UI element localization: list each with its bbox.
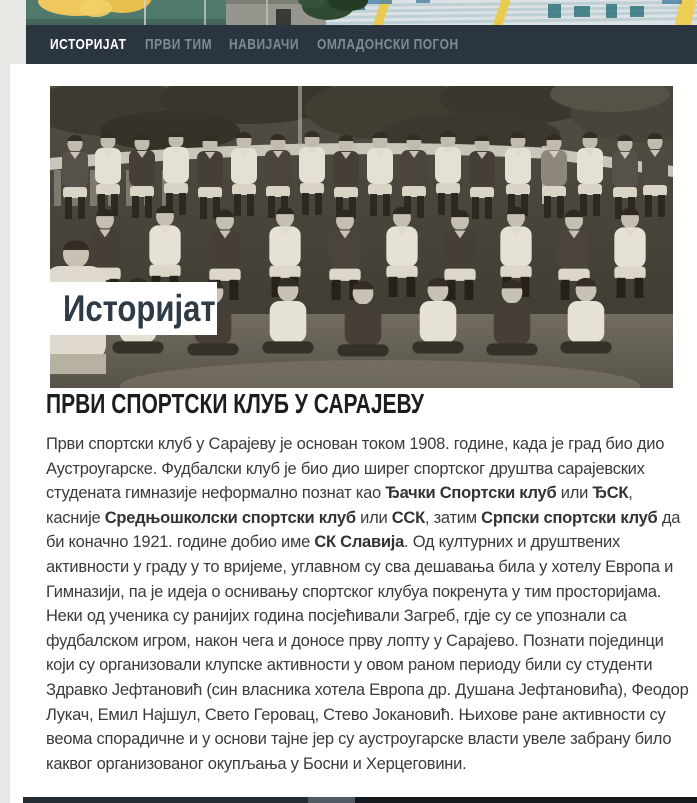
paragraph-bold-text: ЂСК <box>592 484 629 503</box>
paragraph-bold-text: Средњошколски спортски клуб <box>104 508 356 527</box>
paragraph-text: или <box>556 484 593 503</box>
nav-item-4[interactable]: ОМЛАДОНСКИ ПОГОН <box>316 36 459 53</box>
paragraph-text: , касније <box>46 484 633 527</box>
paragraph-text: да би коначно 1921. године добио име <box>46 508 681 552</box>
strip-segment <box>308 797 355 803</box>
strip-segment <box>23 797 308 803</box>
nav-item-1[interactable]: ИСТОРИЈАТ <box>50 36 127 53</box>
page-title: Историјат <box>63 287 216 329</box>
next-section-image-edge <box>23 797 697 803</box>
paragraph-bold-text: СК Славија <box>314 533 405 552</box>
paragraph-text: или <box>355 508 392 527</box>
paragraph-text: . Од културних и друштвених активности у граду у то вријеме, углавном су сва дешавања била у хотелу Европа и Гимназији, па је идеја о оснивању спортског клубуа покренута у тим просторијама. Неки од ученика су ранијих година посјећивали Загреб, гдје су се упознали са фудбалском игром, након чега и доносе прву лопту у Сарајево. Познати појединци који су организовали клупске активности у овом раном периоду били су студенти Здравко Јефтановић (син власника хотела Европа др. Душана Јефтановића), Феодор Лукач, Емил Најшул, Свето Геровац, Стево Јокановић. Њихове ране активности су веома спорадичне и у основи тајне јер су аустроугарске власти увеле забрану било каквог организованог окупљања у Босни и Херцеговини. <box>46 533 689 773</box>
article-heading: ПРВИ СПОРТСКИ КЛУБ У САРАЈЕВУ <box>46 388 424 419</box>
stadium-banner-graphic <box>26 0 697 25</box>
paragraph-bold-text: ССК <box>391 508 425 527</box>
nav-item-3[interactable]: НАВИЈАЧИ <box>229 36 300 53</box>
article-paragraph <box>46 432 690 776</box>
hero-image <box>50 86 673 388</box>
hero-title-box <box>50 282 217 335</box>
content-sheet <box>10 64 697 803</box>
paragraph-text: Први спортски клуб у Сарајеву је основан током 1908. године, када је град био дио Аустроугарске. Фудбалски клуб је био дио ширег спортског друштва сарајевских студената гимназије неформално познат као <box>46 435 665 503</box>
strip-segment <box>355 797 697 803</box>
nav-item-2[interactable]: ПРВИ ТИМ <box>145 36 213 53</box>
navbar <box>26 25 697 64</box>
stadium-banner-image <box>26 0 697 25</box>
team-photo-illustration <box>50 86 673 388</box>
paragraph-text: , затим <box>424 508 482 527</box>
paragraph-bold-text: Ђачки Спортски клуб <box>385 484 557 503</box>
paragraph-bold-text: Српски спортски клуб <box>481 508 658 527</box>
